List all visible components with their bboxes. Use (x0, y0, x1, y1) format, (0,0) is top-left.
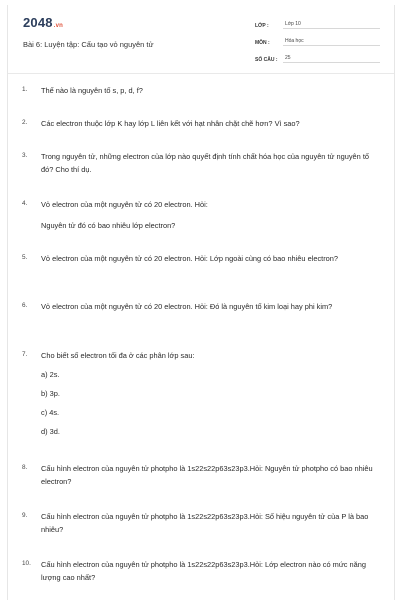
meta-row-count (255, 49, 380, 63)
meta-key: SỐ CÂU : (255, 57, 278, 63)
answer-option: c) 4s. (41, 408, 60, 417)
question-item (22, 117, 382, 130)
worksheet (7, 5, 395, 600)
header-divider (8, 73, 394, 74)
meta-value: 25 (283, 55, 380, 63)
question-number: 6. (22, 302, 28, 309)
question-number: 4. (22, 200, 28, 207)
meta-row-class (255, 15, 380, 29)
question-number: 9. (22, 512, 28, 519)
meta-key: MÔN : (255, 40, 270, 46)
question-number: 1. (22, 86, 28, 93)
lesson-title: Bài 6: Luyện tập: Cấu tạo vỏ nguyên tử (23, 40, 154, 49)
meta-value: Hóa học (283, 38, 380, 46)
answer-option: a) 2s. (41, 370, 60, 379)
logo-text: 2048 (23, 15, 53, 30)
question-item (22, 150, 382, 176)
question-number: 10. (22, 560, 31, 567)
logo-tld: .vn (53, 23, 64, 29)
answer-option: d) 3d. (41, 427, 60, 436)
question-text: Các electron thuộc lớp K hay lớp L liên kết với hạt nhân chặt chẽ hơn? Vì sao? (41, 119, 300, 128)
question-text: Trong nguyên tử, những electron của lớp nào quyết định tính chất hóa học của nguyên tử nguyên tố đó? Cho thí dụ. (41, 152, 369, 174)
meta-info (255, 15, 380, 66)
question-item (22, 198, 382, 232)
question-item (22, 349, 382, 438)
question-item (22, 462, 382, 488)
question-number: 2. (22, 119, 28, 126)
answer-option: b) 3p. (41, 389, 60, 398)
question-item (22, 510, 382, 536)
question-text: Thế nào là nguyên tố s, p, d, f? (41, 86, 143, 95)
question-item (22, 558, 382, 584)
question-text: Cho biết số electron tối đa ở các phân lớp sau: (41, 351, 195, 360)
question-item (22, 252, 382, 265)
site-logo[interactable] (23, 15, 63, 30)
worksheet-header (8, 5, 394, 71)
question-number: 7. (22, 351, 28, 358)
meta-key: LỚP : (255, 23, 269, 29)
question-text: Cấu hình electron của nguyên tử photpho là 1s22s22p63s23p3.Hỏi: Số hiệu nguyên tử của P là bao nhiêu? (41, 512, 369, 534)
question-text: Vỏ electron của một nguyên tử có 20 electron. Hỏi: (41, 200, 208, 209)
question-text: Cấu hình electron của nguyên tử photpho là 1s22s22p63s23p3.Hỏi: Lớp electron nào có mức năng lượng cao nhất? (41, 560, 366, 582)
meta-value: Lớp 10 (283, 21, 380, 29)
question-item (22, 300, 382, 313)
question-text: Vỏ electron của một nguyên tử có 20 electron. Hỏi: Lớp ngoài cùng có bao nhiêu electron? (41, 254, 338, 263)
question-number: 3. (22, 152, 28, 159)
question-subtext: Nguyên tử đó có bao nhiêu lớp electron? (41, 221, 176, 230)
question-text: Cấu hình electron của nguyên tử photpho là 1s22s22p63s23p3.Hỏi: Nguyên tử photpho có bao nhiêu electron? (41, 464, 373, 486)
meta-row-subject (255, 32, 380, 46)
question-item (22, 84, 382, 97)
question-text: Vỏ electron của một nguyên tử có 20 electron. Hỏi: Đó là nguyên tố kim loại hay phi kim? (41, 302, 333, 311)
question-number: 5. (22, 254, 28, 261)
question-number: 8. (22, 464, 28, 471)
